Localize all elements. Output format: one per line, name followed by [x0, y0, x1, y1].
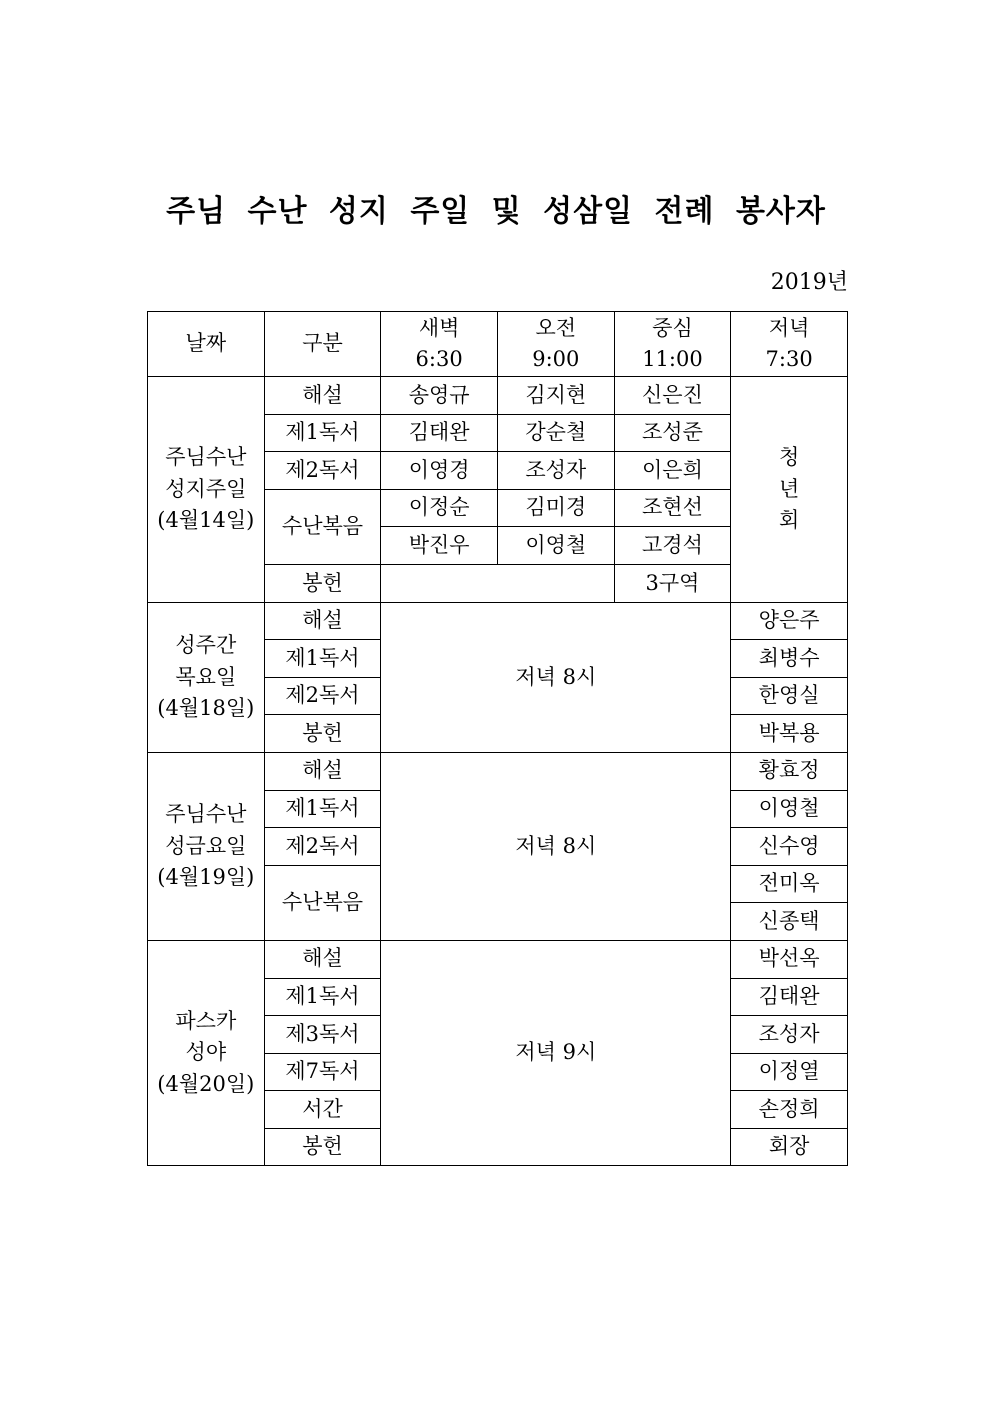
role-cell: 제2독서 — [264, 452, 381, 490]
role-cell: 봉헌 — [264, 715, 381, 753]
date-cell — [148, 940, 265, 1166]
name-cell: 이영철 — [731, 790, 848, 828]
date-line: (4월14일) — [157, 508, 255, 533]
name-cell: 최병수 — [731, 640, 848, 678]
date-cell — [148, 752, 265, 940]
header-morning-time: 9:00 — [532, 347, 580, 371]
header-morning-label: 오전 — [535, 315, 577, 340]
role-cell: 해설 — [264, 752, 381, 790]
name-cell: 이정열 — [731, 1053, 848, 1091]
role-cell: 제7독서 — [264, 1053, 381, 1091]
header-dawn-time: 6:30 — [415, 347, 463, 371]
header-evening-label: 저녁 — [768, 315, 810, 340]
date-line: 성야 — [185, 1040, 227, 1065]
document-title: 주님 수난 성지 주일 및 성삼일 전례 봉사자 — [166, 194, 826, 229]
name-cell: 전미옥 — [731, 865, 848, 903]
name-cell: 김태완 — [731, 978, 848, 1016]
name-cell: 신종택 — [731, 903, 848, 941]
date-line: (4월20일) — [157, 1071, 255, 1096]
name-cell: 이영철 — [497, 527, 614, 565]
empty-cell — [381, 564, 614, 602]
name-cell: 3구역 — [614, 564, 731, 602]
name-cell: 김미경 — [497, 489, 614, 527]
date-line: 파스카 — [175, 1008, 237, 1033]
date-line: 주님수난 — [165, 445, 247, 470]
service-time-cell: 저녁 9시 — [381, 940, 731, 1166]
date-cell — [148, 377, 265, 603]
date-line: 성지주일 — [165, 476, 247, 501]
service-time-cell: 저녁 8시 — [381, 602, 731, 752]
role-cell: 수난복음 — [264, 489, 381, 564]
name-cell: 박진우 — [381, 527, 498, 565]
volunteer-schedule-table — [147, 311, 848, 1166]
name-cell: 조성준 — [614, 414, 731, 452]
role-cell: 제2독서 — [264, 677, 381, 715]
name-cell: 조현선 — [614, 489, 731, 527]
name-cell: 박복용 — [731, 715, 848, 753]
name-cell: 이영경 — [381, 452, 498, 490]
header-row — [148, 312, 848, 377]
evening-group-char: 년 — [778, 476, 800, 501]
header-noon-label: 중심 — [652, 315, 693, 340]
role-cell: 봉헌 — [264, 1128, 381, 1166]
table-row — [148, 377, 848, 415]
header-evening — [731, 312, 848, 377]
role-cell: 해설 — [264, 940, 381, 978]
role-cell: 봉헌 — [264, 564, 381, 602]
date-line: 성금요일 — [165, 833, 247, 858]
table-row — [148, 940, 848, 978]
name-cell: 김지현 — [497, 377, 614, 415]
name-cell: 조성자 — [731, 1016, 848, 1054]
header-evening-time: 7:30 — [765, 347, 813, 371]
role-cell: 수난복음 — [264, 865, 381, 940]
name-cell: 양은주 — [731, 602, 848, 640]
header-date: 날짜 — [148, 312, 265, 377]
name-cell: 이은희 — [614, 452, 731, 490]
year-label: 2019년 — [770, 270, 848, 295]
evening-group-cell — [731, 377, 848, 603]
date-line: 성주간 — [175, 633, 237, 657]
date-cell — [148, 602, 265, 752]
date-line: (4월19일) — [157, 865, 255, 890]
date-line: 목요일 — [175, 664, 237, 689]
name-cell: 김태완 — [381, 414, 498, 452]
name-cell: 신은진 — [614, 377, 731, 415]
name-cell: 이정순 — [381, 489, 498, 527]
role-cell: 제2독서 — [264, 828, 381, 866]
role-cell: 제1독서 — [264, 978, 381, 1016]
name-cell: 송영규 — [381, 377, 498, 415]
name-cell: 황효정 — [731, 752, 848, 790]
name-cell: 손정희 — [731, 1091, 848, 1129]
header-dawn-label: 새벽 — [418, 315, 460, 340]
role-cell: 제1독서 — [264, 640, 381, 678]
role-cell: 해설 — [264, 602, 381, 640]
role-cell: 해설 — [264, 377, 381, 415]
role-cell: 제3독서 — [264, 1016, 381, 1054]
name-cell: 고경석 — [614, 527, 731, 565]
role-cell: 제1독서 — [264, 790, 381, 828]
name-cell: 조성자 — [497, 452, 614, 490]
date-line: 주님수난 — [165, 802, 247, 827]
table-row — [148, 752, 848, 790]
header-noon-time: 11:00 — [642, 347, 703, 371]
name-cell: 한영실 — [731, 677, 848, 715]
evening-group-char: 회 — [778, 508, 800, 533]
date-line: (4월18일) — [157, 696, 255, 720]
role-cell: 제1독서 — [264, 414, 381, 452]
service-time-cell: 저녁 8시 — [381, 752, 731, 940]
header-noon — [614, 312, 731, 377]
name-cell: 박선옥 — [731, 940, 848, 978]
header-morning — [497, 312, 614, 377]
header-dawn — [381, 312, 498, 377]
name-cell: 신수영 — [731, 828, 848, 866]
name-cell: 회장 — [731, 1128, 848, 1166]
evening-group-char: 청 — [778, 445, 800, 470]
table-row — [148, 602, 848, 640]
name-cell: 강순철 — [497, 414, 614, 452]
role-cell: 서간 — [264, 1091, 381, 1129]
header-category: 구분 — [264, 312, 381, 377]
